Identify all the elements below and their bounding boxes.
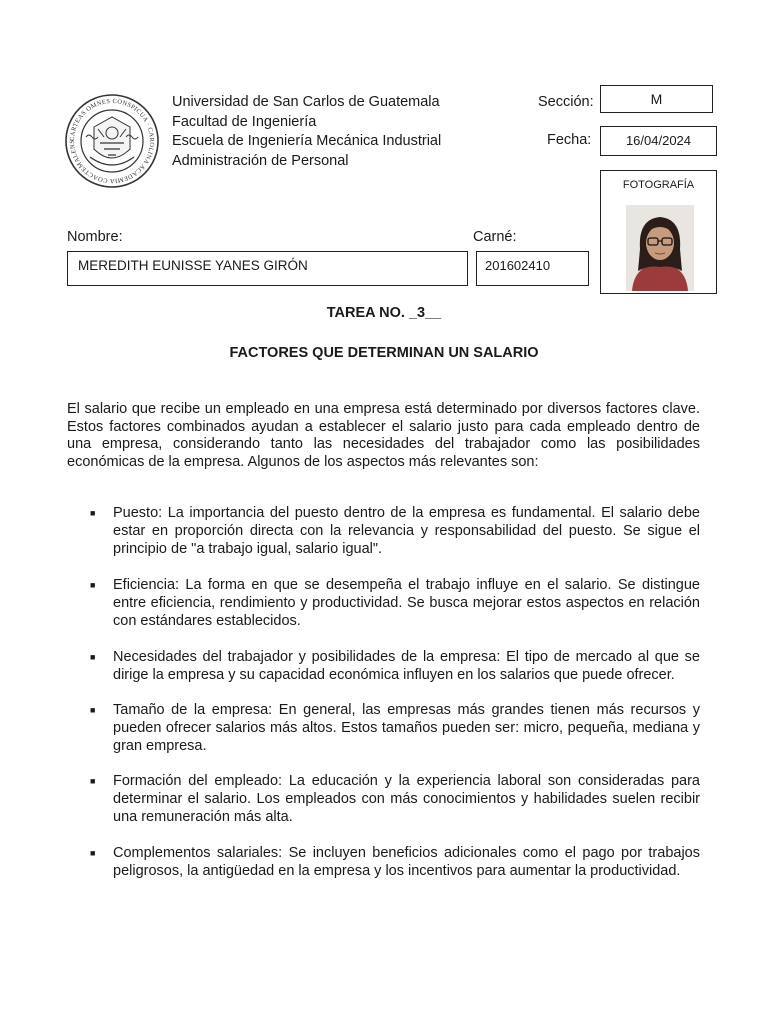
carne-value: 201602410: [485, 258, 551, 273]
carne-label: Carné:: [473, 229, 517, 245]
list-item: [90, 648, 700, 684]
intro-paragraph: El salario que recibe un empleado en una empresa está determinado por diversos factores clave. Estos factores combinados ayudan a establecer el salario justo para cada empleado dentro de una empresa, considerando tanto las necesidades del trabajador como las posibilidades económicas de la empresa. Algunos de los aspectos más relevantes son:: [67, 401, 700, 470]
date-field[interactable]: [600, 126, 717, 156]
bullet-icon: ■: [90, 705, 96, 715]
course-name: Administración de Personal: [172, 152, 349, 169]
section-value: M: [650, 91, 663, 107]
name-value: MEREDITH EUNISSE YANES GIRÓN: [78, 258, 308, 273]
list-item-text: Tamaño de la empresa: En general, las empresas más grandes tienen más recursos y pueden ofrecer salarios más altos. Estos tamaños pueden ser: micro, pequeña, mediana y gran empresa.: [113, 702, 700, 754]
photo-frame: [600, 170, 717, 294]
name-label: Nombre:: [67, 229, 123, 245]
list-item: [90, 504, 700, 558]
seal-ring-text: CARTEAS OMNES CONSPICUA · CAROLINA ACADEMIA COACTEMALENS: [68, 97, 156, 185]
bullet-icon: ■: [90, 580, 96, 590]
list-item-text: Puesto: La importancia del puesto dentro de la empresa es fundamental. El salario debe estar en proporción directa con la relevancia y responsabilidad del puesto. Se sigue el principio de "a trabajo igual, salario igual".: [113, 505, 700, 557]
carne-field[interactable]: [476, 251, 589, 286]
document-subtitle: FACTORES QUE DETERMINAN UN SALARIO: [229, 345, 539, 361]
list-item-text: Eficiencia: La forma en que se desempeña el trabajo influye en el salario. Se distingue entre eficiencia, rendimiento y productividad. Se busca mejorar estos aspectos en relación con estándares establecidos.: [113, 577, 700, 629]
student-photo: [626, 205, 694, 291]
name-field[interactable]: [67, 251, 468, 286]
school-name: Escuela de Ingeniería Mecánica Industrial: [172, 133, 442, 149]
university-seal: [64, 93, 160, 189]
bullet-icon: ■: [90, 776, 96, 786]
list-item-text: Necesidades del trabajador y posibilidades de la empresa: El tipo de mercado al que se dirige la empresa y su capacidad económica influyen en los salarios que puede ofrecer.: [113, 649, 700, 683]
list-item: [90, 772, 700, 826]
list-item: [90, 701, 700, 755]
bullet-icon: ■: [90, 848, 96, 858]
header-block: [172, 93, 441, 171]
university-name: Universidad de San Carlos de Guatemala: [172, 94, 440, 110]
faculty-name: Facultad de Ingeniería: [172, 113, 317, 130]
bullet-icon: ■: [90, 508, 96, 518]
section-label: Sección:: [538, 94, 594, 110]
list-item: [90, 576, 700, 630]
list-item-text: Formación del empleado: La educación y la experiencia laboral son consideradas para determinar el salario. Los empleados con más conocimientos y habilidades suelen recibir una remuneración más alta.: [113, 773, 700, 825]
section-field[interactable]: [600, 85, 713, 113]
photo-label: FOTOGRAFÍA: [622, 179, 695, 191]
date-label: Fecha:: [547, 132, 592, 148]
list-item-text: Complementos salariales: Se incluyen beneficios adicionales como el pago por trabajos peligrosos, la antigüedad en la empresa y los incentivos para aumentar la productividad.: [113, 845, 700, 879]
date-value: 16/04/2024: [625, 133, 692, 148]
list-item: [90, 844, 700, 880]
bullet-icon: ■: [90, 652, 96, 662]
assignment-title: TAREA NO. _3__: [326, 305, 442, 321]
